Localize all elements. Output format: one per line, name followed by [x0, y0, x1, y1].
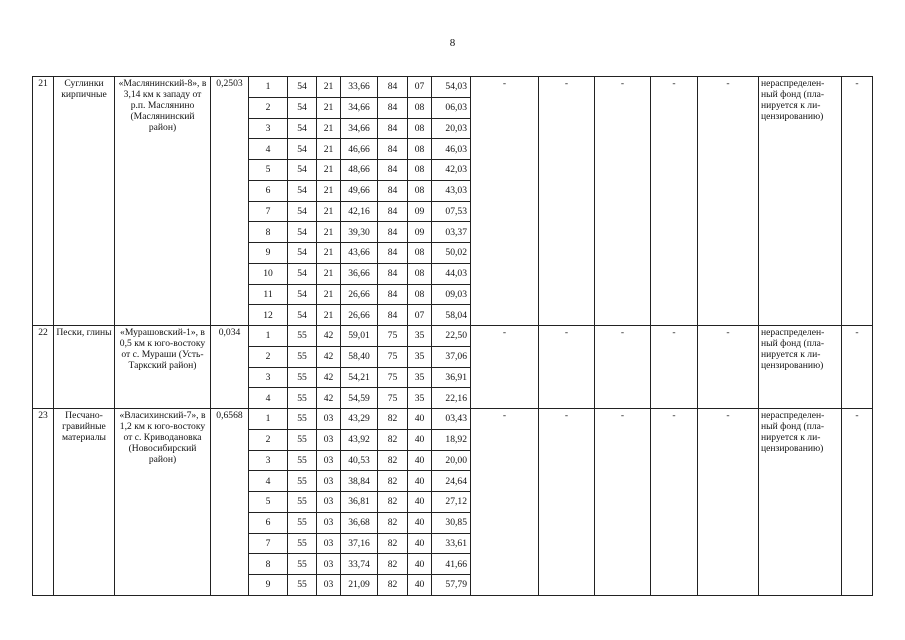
lon-deg: 84 — [378, 160, 408, 181]
mineral-type: Суглинки кирпичные — [54, 77, 115, 326]
lon-deg: 84 — [378, 118, 408, 139]
lon-deg: 84 — [378, 180, 408, 201]
point-number: 7 — [249, 533, 288, 554]
empty-cell: - — [698, 77, 759, 326]
lat-sec: 36,66 — [341, 263, 378, 284]
lon-deg: 82 — [378, 492, 408, 513]
lat-sec: 59,01 — [341, 326, 378, 347]
lat-sec: 21,09 — [341, 575, 378, 596]
empty-cell: - — [842, 409, 873, 596]
lon-sec: 22,16 — [432, 388, 471, 409]
point-number: 1 — [249, 326, 288, 347]
lat-deg: 55 — [288, 429, 317, 450]
lat-min: 03 — [317, 450, 341, 471]
empty-cell: - — [471, 77, 539, 326]
lat-sec: 54,59 — [341, 388, 378, 409]
lat-min: 21 — [317, 139, 341, 160]
lon-sec: 22,50 — [432, 326, 471, 347]
lat-min: 21 — [317, 284, 341, 305]
lat-sec: 34,66 — [341, 97, 378, 118]
lon-min: 40 — [408, 533, 432, 554]
lon-sec: 46,03 — [432, 139, 471, 160]
lat-min: 03 — [317, 429, 341, 450]
point-number: 11 — [249, 284, 288, 305]
lon-sec: 30,85 — [432, 512, 471, 533]
lon-sec: 36,91 — [432, 367, 471, 388]
point-number: 3 — [249, 118, 288, 139]
lon-deg: 82 — [378, 533, 408, 554]
empty-cell: - — [539, 77, 595, 326]
lon-min: 08 — [408, 160, 432, 181]
empty-cell: - — [595, 409, 651, 596]
lon-min: 08 — [408, 118, 432, 139]
lat-min: 42 — [317, 346, 341, 367]
empty-cell: - — [651, 77, 698, 326]
lon-deg: 84 — [378, 201, 408, 222]
row-number: 21 — [33, 77, 54, 326]
lon-deg: 82 — [378, 471, 408, 492]
point-number: 5 — [249, 160, 288, 181]
lat-deg: 54 — [288, 139, 317, 160]
lon-sec: 27,12 — [432, 492, 471, 513]
lat-min: 03 — [317, 492, 341, 513]
lat-deg: 55 — [288, 388, 317, 409]
lon-deg: 75 — [378, 388, 408, 409]
empty-cell: - — [698, 409, 759, 596]
mineral-type: Песчано-гравийные материалы — [54, 409, 115, 596]
lon-min: 08 — [408, 263, 432, 284]
lon-sec: 54,03 — [432, 77, 471, 98]
point-number: 2 — [249, 429, 288, 450]
lat-min: 03 — [317, 512, 341, 533]
point-number: 1 — [249, 77, 288, 98]
empty-cell: - — [651, 326, 698, 409]
empty-cell: - — [471, 326, 539, 409]
lat-sec: 48,66 — [341, 160, 378, 181]
lon-min: 08 — [408, 180, 432, 201]
lon-sec: 41,66 — [432, 554, 471, 575]
lat-min: 21 — [317, 180, 341, 201]
point-number: 9 — [249, 243, 288, 264]
empty-cell: - — [842, 77, 873, 326]
lon-deg: 84 — [378, 97, 408, 118]
lon-min: 40 — [408, 450, 432, 471]
lon-deg: 84 — [378, 263, 408, 284]
license-status: нераспределен-ный фонд (пла-нируется к ли-цензированию) — [759, 409, 842, 596]
lon-sec: 07,53 — [432, 201, 471, 222]
lat-deg: 54 — [288, 284, 317, 305]
lat-deg: 55 — [288, 512, 317, 533]
lat-deg: 54 — [288, 305, 317, 326]
point-number: 4 — [249, 388, 288, 409]
lat-deg: 55 — [288, 326, 317, 347]
lat-sec: 26,66 — [341, 284, 378, 305]
lon-min: 07 — [408, 305, 432, 326]
lon-min: 40 — [408, 471, 432, 492]
table-row — [33, 77, 873, 98]
lat-min: 03 — [317, 409, 341, 430]
lon-min: 07 — [408, 77, 432, 98]
lat-min: 42 — [317, 367, 341, 388]
lon-min: 35 — [408, 326, 432, 347]
lon-deg: 75 — [378, 346, 408, 367]
lat-sec: 33,74 — [341, 554, 378, 575]
lon-sec: 09,03 — [432, 284, 471, 305]
lon-sec: 03,43 — [432, 409, 471, 430]
lat-sec: 40,53 — [341, 450, 378, 471]
lat-sec: 42,16 — [341, 201, 378, 222]
lon-deg: 82 — [378, 575, 408, 596]
site-area: 0,6568 — [211, 409, 249, 596]
lat-deg: 55 — [288, 450, 317, 471]
lat-deg: 55 — [288, 575, 317, 596]
lat-deg: 54 — [288, 243, 317, 264]
lon-min: 40 — [408, 409, 432, 430]
license-status: нераспределен-ный фонд (пла-нируется к ли-цензированию) — [759, 326, 842, 409]
lon-min: 35 — [408, 346, 432, 367]
point-number: 9 — [249, 575, 288, 596]
point-number: 3 — [249, 367, 288, 388]
lon-min: 08 — [408, 97, 432, 118]
lat-min: 21 — [317, 263, 341, 284]
lon-sec: 42,03 — [432, 160, 471, 181]
lon-deg: 75 — [378, 367, 408, 388]
lon-deg: 82 — [378, 450, 408, 471]
point-number: 4 — [249, 139, 288, 160]
lat-deg: 55 — [288, 367, 317, 388]
lon-deg: 84 — [378, 77, 408, 98]
empty-cell: - — [595, 326, 651, 409]
lon-min: 08 — [408, 243, 432, 264]
lon-deg: 84 — [378, 284, 408, 305]
lon-sec: 06,03 — [432, 97, 471, 118]
lon-sec: 24,64 — [432, 471, 471, 492]
lat-min: 21 — [317, 201, 341, 222]
lat-deg: 54 — [288, 97, 317, 118]
lon-deg: 82 — [378, 554, 408, 575]
lat-deg: 54 — [288, 160, 317, 181]
point-number: 12 — [249, 305, 288, 326]
mineral-type: Пески, глины — [54, 326, 115, 409]
lon-min: 35 — [408, 367, 432, 388]
lat-sec: 39,30 — [341, 222, 378, 243]
lat-min: 42 — [317, 388, 341, 409]
point-number: 2 — [249, 97, 288, 118]
empty-cell: - — [698, 326, 759, 409]
row-number: 23 — [33, 409, 54, 596]
lat-deg: 54 — [288, 180, 317, 201]
lon-deg: 84 — [378, 222, 408, 243]
lat-min: 21 — [317, 77, 341, 98]
lon-sec: 58,04 — [432, 305, 471, 326]
lon-sec: 50,02 — [432, 243, 471, 264]
lat-sec: 43,29 — [341, 409, 378, 430]
lat-deg: 55 — [288, 492, 317, 513]
lon-min: 09 — [408, 201, 432, 222]
table-row — [33, 326, 873, 347]
point-number: 4 — [249, 471, 288, 492]
row-number: 22 — [33, 326, 54, 409]
lon-sec: 43,03 — [432, 180, 471, 201]
lon-sec: 03,37 — [432, 222, 471, 243]
lat-sec: 58,40 — [341, 346, 378, 367]
deposits-table — [32, 76, 873, 596]
lat-sec: 49,66 — [341, 180, 378, 201]
empty-cell: - — [595, 77, 651, 326]
empty-cell: - — [539, 326, 595, 409]
empty-cell: - — [842, 326, 873, 409]
lon-min: 40 — [408, 575, 432, 596]
lat-sec: 54,21 — [341, 367, 378, 388]
lat-deg: 54 — [288, 118, 317, 139]
lon-min: 08 — [408, 139, 432, 160]
lon-min: 09 — [408, 222, 432, 243]
lon-min: 40 — [408, 512, 432, 533]
lon-deg: 75 — [378, 326, 408, 347]
lat-deg: 54 — [288, 201, 317, 222]
lon-sec: 33,61 — [432, 533, 471, 554]
lon-deg: 84 — [378, 243, 408, 264]
point-number: 8 — [249, 222, 288, 243]
empty-cell: - — [539, 409, 595, 596]
lon-deg: 82 — [378, 512, 408, 533]
point-number: 1 — [249, 409, 288, 430]
lon-sec: 57,79 — [432, 575, 471, 596]
point-number: 2 — [249, 346, 288, 367]
lat-min: 03 — [317, 554, 341, 575]
lon-min: 40 — [408, 429, 432, 450]
point-number: 6 — [249, 512, 288, 533]
lat-sec: 36,81 — [341, 492, 378, 513]
lat-sec: 38,84 — [341, 471, 378, 492]
site-description: «Мурашовский-1», в 0,5 км к юго-востоку от с. Мураши (Усть-Таркский район) — [115, 326, 211, 409]
lat-sec: 36,68 — [341, 512, 378, 533]
lon-sec: 20,03 — [432, 118, 471, 139]
site-area: 0,034 — [211, 326, 249, 409]
lat-sec: 43,92 — [341, 429, 378, 450]
lon-min: 40 — [408, 554, 432, 575]
site-description: «Власихинский-7», в 1,2 км к юго-востоку от с. Криводановка (Новосибирский район) — [115, 409, 211, 596]
lon-sec: 37,06 — [432, 346, 471, 367]
empty-cell: - — [471, 409, 539, 596]
point-number: 8 — [249, 554, 288, 575]
table-row — [33, 409, 873, 430]
lat-deg: 54 — [288, 263, 317, 284]
lon-min: 08 — [408, 284, 432, 305]
lat-sec: 26,66 — [341, 305, 378, 326]
lon-sec: 20,00 — [432, 450, 471, 471]
lat-min: 42 — [317, 326, 341, 347]
point-number: 5 — [249, 492, 288, 513]
lon-min: 35 — [408, 388, 432, 409]
point-number: 3 — [249, 450, 288, 471]
lat-deg: 55 — [288, 533, 317, 554]
lat-min: 21 — [317, 118, 341, 139]
lon-deg: 84 — [378, 139, 408, 160]
lat-min: 21 — [317, 243, 341, 264]
page-number: 8 — [449, 37, 456, 49]
lat-sec: 33,66 — [341, 77, 378, 98]
lat-deg: 55 — [288, 346, 317, 367]
empty-cell: - — [651, 409, 698, 596]
lat-min: 21 — [317, 222, 341, 243]
site-description: «Маслянинский-8», в 3,14 км к западу от р.п. Маслянино (Маслянинский район) — [115, 77, 211, 326]
lon-deg: 82 — [378, 429, 408, 450]
lon-min: 40 — [408, 492, 432, 513]
lat-deg: 54 — [288, 77, 317, 98]
lat-deg: 55 — [288, 471, 317, 492]
lat-min: 03 — [317, 533, 341, 554]
lat-sec: 43,66 — [341, 243, 378, 264]
lon-sec: 44,03 — [432, 263, 471, 284]
lon-deg: 82 — [378, 409, 408, 430]
lat-deg: 55 — [288, 554, 317, 575]
site-area: 0,2503 — [211, 77, 249, 326]
lat-min: 03 — [317, 575, 341, 596]
lat-deg: 54 — [288, 222, 317, 243]
license-status: нераспределен-ный фонд (пла-нируется к ли-цензированию) — [759, 77, 842, 326]
lat-sec: 34,66 — [341, 118, 378, 139]
lat-min: 21 — [317, 305, 341, 326]
lat-sec: 46,66 — [341, 139, 378, 160]
lat-min: 21 — [317, 160, 341, 181]
point-number: 7 — [249, 201, 288, 222]
point-number: 10 — [249, 263, 288, 284]
lat-min: 03 — [317, 471, 341, 492]
lat-sec: 37,16 — [341, 533, 378, 554]
lat-deg: 55 — [288, 409, 317, 430]
lat-min: 21 — [317, 97, 341, 118]
lon-deg: 84 — [378, 305, 408, 326]
point-number: 6 — [249, 180, 288, 201]
lon-sec: 18,92 — [432, 429, 471, 450]
